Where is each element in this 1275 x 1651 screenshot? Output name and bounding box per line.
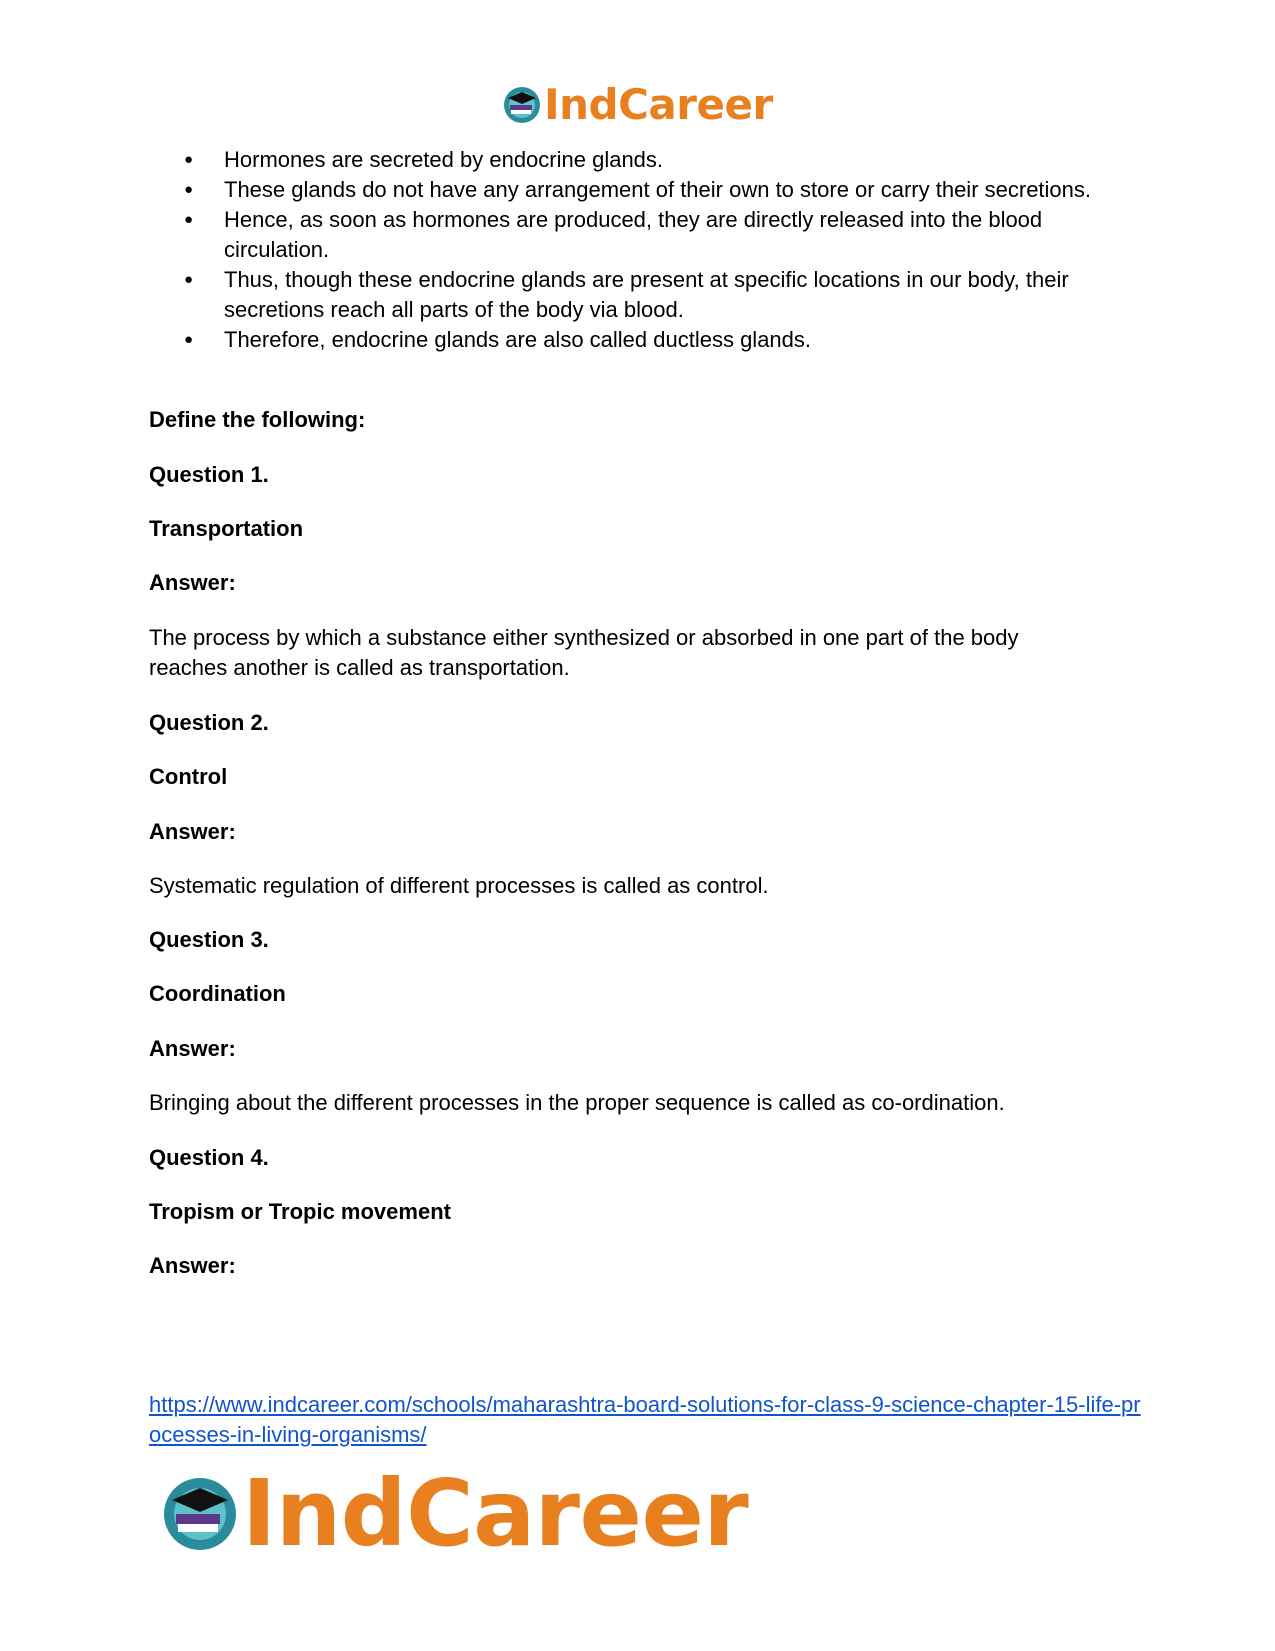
bullet-list xyxy=(182,145,1122,355)
answer-text: Systematic regulation of different processes is called as control. xyxy=(149,873,769,898)
answer-label: Answer: xyxy=(149,1253,236,1278)
answer-text: Bringing about the different processes in the proper sequence is called as co-ordination. xyxy=(149,1090,1005,1115)
question-number: Question 3. xyxy=(149,927,269,952)
answer-label: Answer: xyxy=(149,819,236,844)
answer-text: The process by which a substance either synthesized or absorbed in one part of the body reaches another is called as transportation. xyxy=(149,625,1019,680)
header-logo xyxy=(502,80,773,129)
question-number: Question 1. xyxy=(149,462,269,487)
question-term: Coordination xyxy=(149,981,286,1006)
list-item: ● These glands do not have any arrangement of their own to store or carry their secretions. xyxy=(182,175,1122,205)
section-title: Define the following: xyxy=(149,407,366,432)
logo-wordmark: IndCareer xyxy=(242,1460,749,1567)
list-item: ● Thus, though these endocrine glands are present at specific locations in our body, their secretions reach all parts of the body via blood. xyxy=(182,265,1122,325)
question-number: Question 2. xyxy=(149,710,269,735)
footer-logo xyxy=(160,1460,748,1567)
list-item: ● Hormones are secreted by endocrine glands. xyxy=(182,145,1122,175)
question-number: Question 4. xyxy=(149,1145,269,1170)
source-link[interactable]: https://www.indcareer.com/schools/maharashtra-board-solutions-for-class-9-science-chapter-15-life-processes-in-living-organisms/ xyxy=(149,1392,1141,1447)
list-item: ● Therefore, endocrine glands are also called ductless glands. xyxy=(182,325,1122,355)
logo-wordmark: IndCareer xyxy=(544,80,773,129)
question-term: Tropism or Tropic movement xyxy=(149,1199,451,1224)
list-item: ● Hence, as soon as hormones are produced, they are directly released into the blood circulation. xyxy=(182,205,1122,265)
question-term: Control xyxy=(149,764,228,789)
indcareer-emblem-icon xyxy=(502,85,542,125)
answer-label: Answer: xyxy=(149,570,236,595)
indcareer-emblem-icon xyxy=(160,1474,240,1554)
answer-label: Answer: xyxy=(149,1036,236,1061)
question-term: Transportation xyxy=(149,516,304,541)
